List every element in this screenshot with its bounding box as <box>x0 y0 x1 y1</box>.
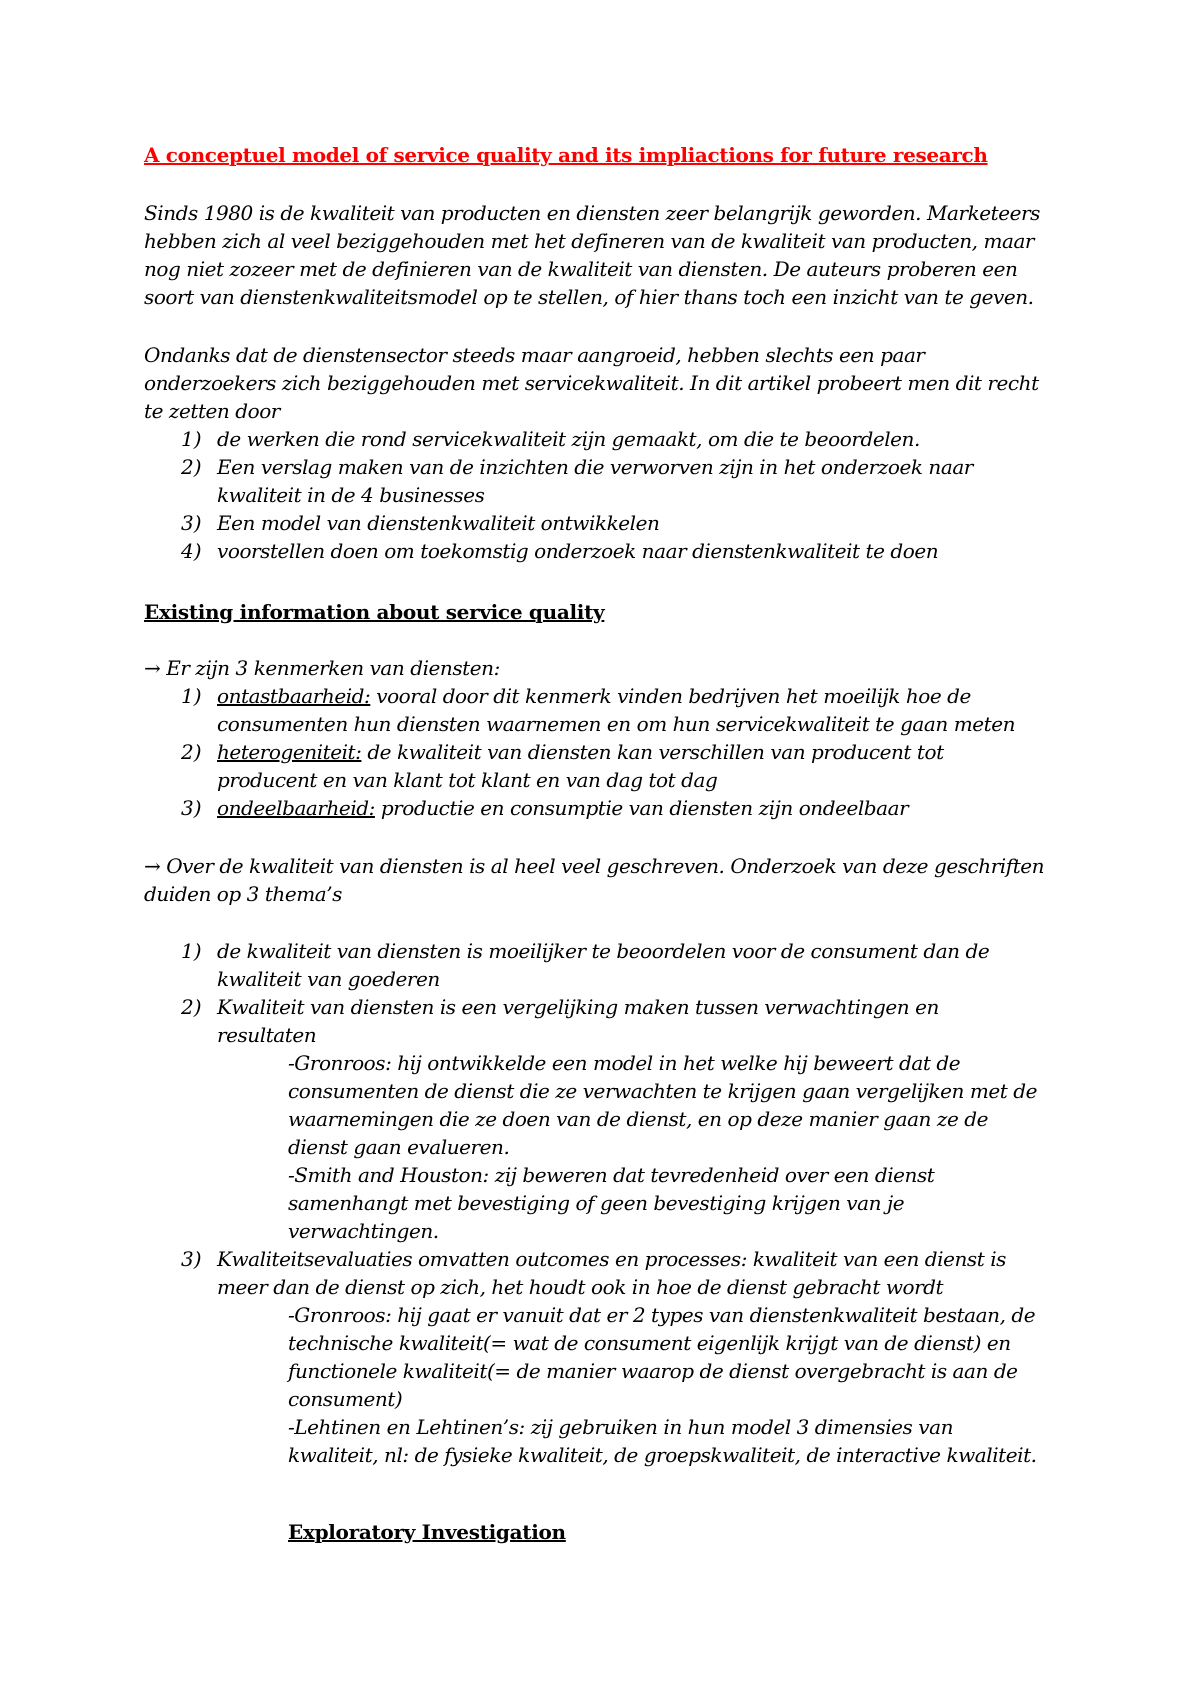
list3-item-2-note-6: samenhangt met bevestiging of geen bevestiging krijgen van je <box>288 1191 905 1215</box>
intro-line-4: soort van dienstenkwaliteitsmodel op te stellen, of hier thans toch een inzicht van te geven. <box>144 285 1034 309</box>
list3-item-3-note-4: consument) <box>288 1387 403 1411</box>
list1-item-4: voorstellen doen om toekomstig onderzoek naar dienstenkwaliteit te doen <box>217 539 939 563</box>
list3-item-2-line-1: Kwaliteit van diensten is een vergelijking maken tussen verwachtingen en <box>217 995 939 1019</box>
list1-number-2: 2) <box>181 455 202 479</box>
intro-line-1: Sinds 1980 is de kwaliteit van producten en diensten zeer belangrijk geworden. Marketeers <box>144 201 1040 225</box>
section-heading-existing-information: Existing information about service quality <box>144 600 605 624</box>
list2-term-1: ontastbaarheid: <box>217 684 371 708</box>
arrow-statement-2-line-1: → Over de kwaliteit van diensten is al heel veel geschreven. Onderzoek van deze geschriften <box>144 854 1045 878</box>
list3-item-1-line-1: de kwaliteit van diensten is moeilijker te beoordelen voor de consument dan de <box>217 939 990 963</box>
list3-item-3-note-1: -Gronroos: hij gaat er vanuit dat er 2 types van dienstenkwaliteit bestaan, de <box>288 1303 1036 1327</box>
list3-item-2-note-7: verwachtingen. <box>288 1219 439 1243</box>
list3-number-3: 3) <box>181 1247 202 1271</box>
list2-number-3: 3) <box>181 796 202 820</box>
list3-item-3-note-3: functionele kwaliteit(= de manier waarop de dienst overgebracht is aan de <box>288 1359 1018 1383</box>
list2-text-3: productie en consumptie van diensten zijn ondeelbaar <box>374 796 909 820</box>
list2-item-2 <box>217 738 944 766</box>
list2-number-1: 1) <box>181 684 202 708</box>
list1-number-4: 4) <box>181 539 202 563</box>
list2-text-1: vooral door dit kenmerk vinden bedrijven het moeilijk hoe de <box>370 684 971 708</box>
list2-item-1 <box>217 682 971 710</box>
list1-item-2-cont: kwaliteit in de 4 businesses <box>217 483 485 507</box>
list3-item-2-note-3: waarnemingen die ze doen van de dienst, en op deze manier gaan ze de <box>288 1107 989 1131</box>
list2-term-2: heterogeniteit: <box>217 740 362 764</box>
intro-line-3: nog niet zozeer met de definieren van de kwaliteit van diensten. De auteurs proberen een <box>144 257 1018 281</box>
list3-item-3-note-5: -Lehtinen en Lehtinen’s: zij gebruiken in hun model 3 dimensies van <box>288 1415 953 1439</box>
list2-text-2: de kwaliteit van diensten kan verschillen van producent tot <box>361 740 944 764</box>
list2-term-3: ondeelbaarheid: <box>217 796 375 820</box>
section-heading-exploratory-investigation: Exploratory Investigation <box>288 1520 566 1544</box>
list3-item-2-note-5: -Smith and Houston: zij beweren dat tevredenheid over een dienst <box>288 1163 935 1187</box>
document-title: A conceptuel model of service quality and its impliactions for future research <box>144 143 988 167</box>
para2-line-1: Ondanks dat de dienstensector steeds maar aangroeid, hebben slechts een paar <box>144 343 925 367</box>
list3-item-2-note-4: dienst gaan evalueren. <box>288 1135 510 1159</box>
list3-number-2: 2) <box>181 995 202 1019</box>
list2-number-2: 2) <box>181 740 202 764</box>
list3-item-3-line-2: meer dan de dienst op zich, het houdt ook in hoe de dienst gebracht wordt <box>217 1275 944 1299</box>
list1-number-1: 1) <box>181 427 202 451</box>
list3-item-3-note-2: technische kwaliteit(= wat de consument eigenlijk krijgt van de dienst) en <box>288 1331 1011 1355</box>
list2-item-1-cont: consumenten hun diensten waarnemen en om hun servicekwaliteit te gaan meten <box>217 712 1016 736</box>
intro-line-2: hebben zich al veel beziggehouden met het defineren van de kwaliteit van producten, maar <box>144 229 1035 253</box>
list2-item-3 <box>217 794 908 822</box>
list3-item-2-line-2: resultaten <box>217 1023 317 1047</box>
arrow-statement-2-line-2: duiden op 3 thema’s <box>144 882 342 906</box>
list3-item-2-note-2: consumenten de dienst die ze verwachten te krijgen gaan vergelijken met de <box>288 1079 1038 1103</box>
list3-item-3-note-6: kwaliteit, nl: de fysieke kwaliteit, de groepskwaliteit, de interactive kwaliteit. <box>288 1443 1037 1467</box>
list3-number-1: 1) <box>181 939 202 963</box>
list1-item-1: de werken die rond servicekwaliteit zijn gemaakt, om die te beoordelen. <box>217 427 920 451</box>
list3-item-3-line-1: Kwaliteitsevaluaties omvatten outcomes en processes: kwaliteit van een dienst is <box>217 1247 1006 1271</box>
para2-line-2: onderzoekers zich beziggehouden met servicekwaliteit. In dit artikel probeert men dit recht <box>144 371 1039 395</box>
list2-item-2-cont: producent en van klant tot klant en van dag tot dag <box>217 768 718 792</box>
para2-line-3: te zetten door <box>144 399 280 423</box>
list3-item-2-note-1: -Gronroos: hij ontwikkelde een model in het welke hij beweert dat de <box>288 1051 961 1075</box>
list3-item-1-line-2: kwaliteit van goederen <box>217 967 440 991</box>
list1-number-3: 3) <box>181 511 202 535</box>
arrow-statement-1: → Er zijn 3 kenmerken van diensten: <box>144 656 500 680</box>
list1-item-2: Een verslag maken van de inzichten die verworven zijn in het onderzoek naar <box>217 455 973 479</box>
list1-item-3: Een model van dienstenkwaliteit ontwikkelen <box>217 511 660 535</box>
